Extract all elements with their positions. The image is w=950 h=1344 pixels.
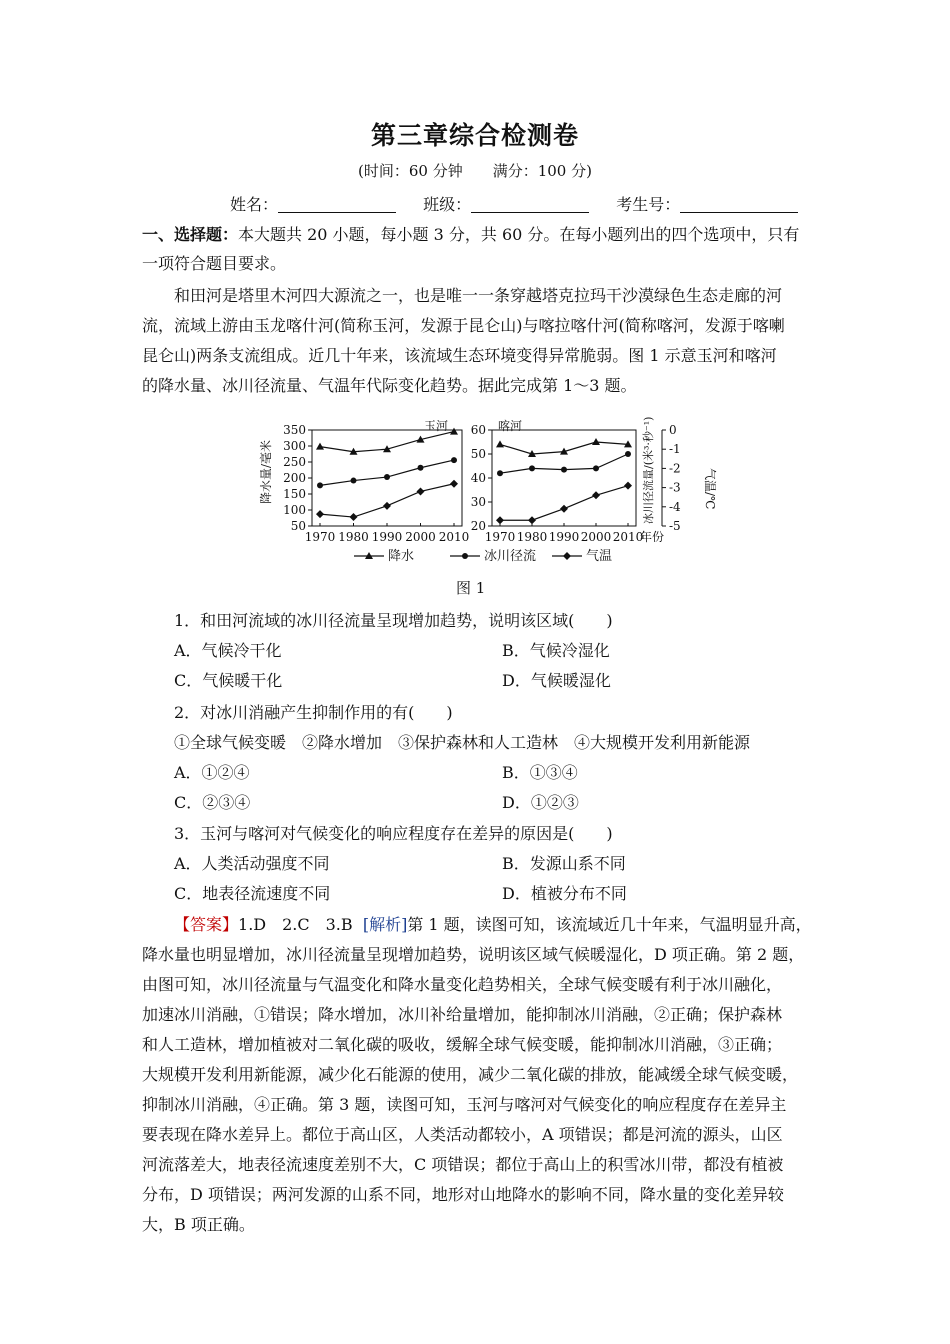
analysis-line: 和人工造林，增加植被对二氧化碳的吸收，缓解全球气候变暖，能抑制冰川消融，③正确； <box>142 1035 783 1054</box>
legend-label: 冰川径流 <box>484 549 537 564</box>
q2-option-a[interactable]: A．①②④ <box>174 763 250 782</box>
marker-circle <box>625 451 631 457</box>
series-line-1 <box>320 460 454 485</box>
x-tick-label: 1970 <box>484 530 516 544</box>
analysis-line: 加速冰川消融，①错误；降水增加，冰川补给量增加，能抑制冰川消融，②正确；保护森林 <box>142 1005 783 1024</box>
y-right-tick-label: -5 <box>669 519 681 533</box>
marker-diamond <box>316 510 324 518</box>
question-2-items: ①全球气候变暖 ②降水增加 ③保护森林和人工造林 ④大规模开发利用新能源 <box>174 733 751 752</box>
analysis-line: 河流落差大，地表径流速度差别不大，C 项错误；都位于高山上的积雪冰川带，都没有植被 <box>142 1155 784 1174</box>
marker-diamond <box>383 502 391 510</box>
analysis-text: 第 1 题，读图可知，该流域近几十年来，气温明显升高， <box>407 915 812 934</box>
answer-line <box>174 912 812 935</box>
marker-circle <box>529 465 535 471</box>
series-line-2 <box>500 486 628 521</box>
name-label: 姓名： <box>230 195 279 214</box>
x-tick-label: 2000 <box>405 530 436 544</box>
y-tick-label: 250 <box>283 455 306 469</box>
exam-time-score: (时间：60 分钟 满分：100 分) <box>358 162 592 180</box>
marker-triangle <box>316 443 324 450</box>
q2-option-b[interactable]: B．①③④ <box>502 763 578 782</box>
passage-line: 的降水量、冰川径流量、气温年代际变化趋势。据此完成第 1～3 题。 <box>142 376 637 395</box>
figure-caption: 图 1 <box>456 579 486 597</box>
q2-option-d[interactable]: D．①②③ <box>502 793 579 812</box>
marker-diamond <box>528 516 536 524</box>
y-tick-label: 300 <box>283 439 306 453</box>
q3-option-a[interactable]: A．人类活动强度不同 <box>174 854 330 873</box>
question-2-stem: 2．对冰川消融产生抑制作用的有( ) <box>174 703 453 722</box>
y-tick-label: 50 <box>290 519 306 533</box>
passage-line: 和田河是塔里木河四大源流之一，也是唯一一条穿越塔克拉玛干沙漠绿色生态走廊的河 <box>174 286 783 305</box>
q3-option-c[interactable]: C．地表径流速度不同 <box>174 884 331 903</box>
analysis-line: 分布，D 项错误；两河发源的山系不同，地形对山地降水的影响不同，降水量的变化差异较 <box>142 1185 784 1204</box>
marker-triangle <box>450 428 458 435</box>
analysis-line: 大规模开发利用新能源，减少化石能源的使用，减少二氧化碳的排放，能减缓全球气候变暖， <box>142 1065 799 1084</box>
class-field[interactable] <box>471 196 589 213</box>
y-right-tick-label: -4 <box>669 499 681 514</box>
legend-label: 降水 <box>388 549 415 564</box>
q1-option-c[interactable]: C．气候暖干化 <box>174 671 283 690</box>
x-tick-label: 1990 <box>548 530 580 544</box>
analysis-line: 抑制冰川消融，④正确。第 3 题，读图可知，玉河与喀河对气候变化的响应程度存在差异主 <box>142 1095 787 1114</box>
section-desc-2: 一项符合题目要求。 <box>142 254 287 273</box>
analysis-tag: [解析] <box>362 915 408 934</box>
marker-diamond <box>592 491 600 499</box>
analysis-line: 降水量也明显增加，冰川径流量呈现增加趋势，说明该区域气候暖湿化，D 项正确。第 2 题， <box>142 945 805 964</box>
y-right-tick-label: 0 <box>669 423 677 437</box>
y-tick-label: 200 <box>283 471 306 485</box>
marker-diamond <box>496 516 504 524</box>
y-right-tick-label: -1 <box>669 442 681 457</box>
x-tick-label: 2010 <box>438 530 470 544</box>
y-right-tick-label: -2 <box>669 461 681 476</box>
question-3-stem: 3．玉河与喀河对气候变化的响应程度存在差异的原因是( ) <box>174 824 613 843</box>
x-tick-label: 1970 <box>304 530 336 544</box>
marker-circle <box>497 470 503 476</box>
y-axis-title-left: 降水量/毫米 <box>259 439 273 504</box>
x-tick-label: 2000 <box>580 530 612 544</box>
series-line-2 <box>320 484 454 517</box>
passage-line: 流，流域上游由玉龙喀什河(简称玉河，发源于昆仑山)与喀拉喀什河(简称喀河，发源于喀喇 <box>142 316 785 335</box>
y-tick-label: 40 <box>470 471 486 485</box>
x-tick-label: 2010 <box>612 530 644 544</box>
marker-circle <box>451 457 457 463</box>
marker-circle <box>561 467 567 473</box>
q2-option-c[interactable]: C．②③④ <box>174 793 251 812</box>
marker-diamond <box>450 480 458 488</box>
x-tick-label: 1990 <box>371 530 403 544</box>
analysis-line: 要表现在降水差异上。都位于高山区，人类活动都较小，A 项错误；都是河流的源头，山区 <box>142 1125 783 1144</box>
class-label: 班级： <box>423 195 472 214</box>
marker-circle <box>418 465 424 471</box>
y-tick-label: 350 <box>283 423 306 437</box>
passage-line: 昆仑山)两条支流组成。近几十年来，该流域生态环境变得异常脆弱。图 1 示意玉河和喀河 <box>142 346 777 365</box>
q3-option-b[interactable]: B．发源山系不同 <box>502 854 626 873</box>
answer-tag: 【答案】 <box>174 915 239 934</box>
marker-diamond <box>560 505 568 513</box>
legend-marker-circle <box>462 553 468 559</box>
legend-label: 气温 <box>586 549 613 564</box>
analysis-line: 大，B 项正确。 <box>142 1215 255 1234</box>
marker-circle <box>593 465 599 471</box>
x-tick-label: 1980 <box>516 530 548 544</box>
y-axis-title-middle: 冰川径流量/(米³·秒⁻¹) <box>642 416 655 524</box>
name-field[interactable] <box>278 196 396 213</box>
q1-option-a[interactable]: A．气候冷干化 <box>174 641 282 660</box>
analysis-line: 由图可知，冰川径流量与气温变化和降水量变化趋势相关，全球气候变暖有利于冰川融化， <box>142 975 783 994</box>
marker-circle <box>317 482 323 488</box>
marker-circle <box>384 474 390 480</box>
q1-option-b[interactable]: B．气候冷湿化 <box>502 641 610 660</box>
x-tick-label: 1980 <box>338 530 369 544</box>
y-axis-title-right: 气温/℃ <box>703 468 717 510</box>
section-title: 一、选择题： <box>142 225 239 244</box>
student-info-fields <box>230 192 820 215</box>
section-heading <box>142 222 799 245</box>
page-title: 第三章综合检测卷 <box>370 121 579 150</box>
y-tick-label: 100 <box>283 503 306 517</box>
q3-option-d[interactable]: D．植被分布不同 <box>502 884 627 903</box>
panel-title: 玉河 <box>424 419 449 433</box>
id-label: 考生号： <box>616 195 681 214</box>
answer-values: 1.D 2.C 3.B <box>238 915 353 934</box>
legend-marker-diamond <box>563 552 571 560</box>
marker-diamond <box>624 482 632 490</box>
marker-triangle <box>592 438 600 445</box>
marker-diamond <box>417 487 425 495</box>
y-right-tick-label: -3 <box>669 480 681 495</box>
y-tick-label: 50 <box>470 447 486 461</box>
section-desc-1: 本大题共 20 小题，每小题 3 分，共 60 分。在每小题列出的四个选项中，只有 <box>238 225 800 244</box>
q1-option-d[interactable]: D．气候暖湿化 <box>502 671 611 690</box>
y-tick-label: 30 <box>470 495 486 509</box>
y-tick-label: 60 <box>470 423 486 437</box>
marker-circle <box>351 478 357 484</box>
y-tick-label: 20 <box>470 519 486 533</box>
marker-diamond <box>350 513 358 521</box>
x-unit-label: 年份 <box>640 530 665 544</box>
figure-1-chart <box>250 412 717 577</box>
id-field[interactable] <box>680 196 798 213</box>
panel-title: 喀河 <box>498 419 523 433</box>
question-1-stem: 1．和田河流域的冰川径流量呈现增加趋势，说明该区域( ) <box>174 611 613 630</box>
marker-triangle <box>496 440 504 447</box>
y-tick-label: 150 <box>283 487 306 501</box>
